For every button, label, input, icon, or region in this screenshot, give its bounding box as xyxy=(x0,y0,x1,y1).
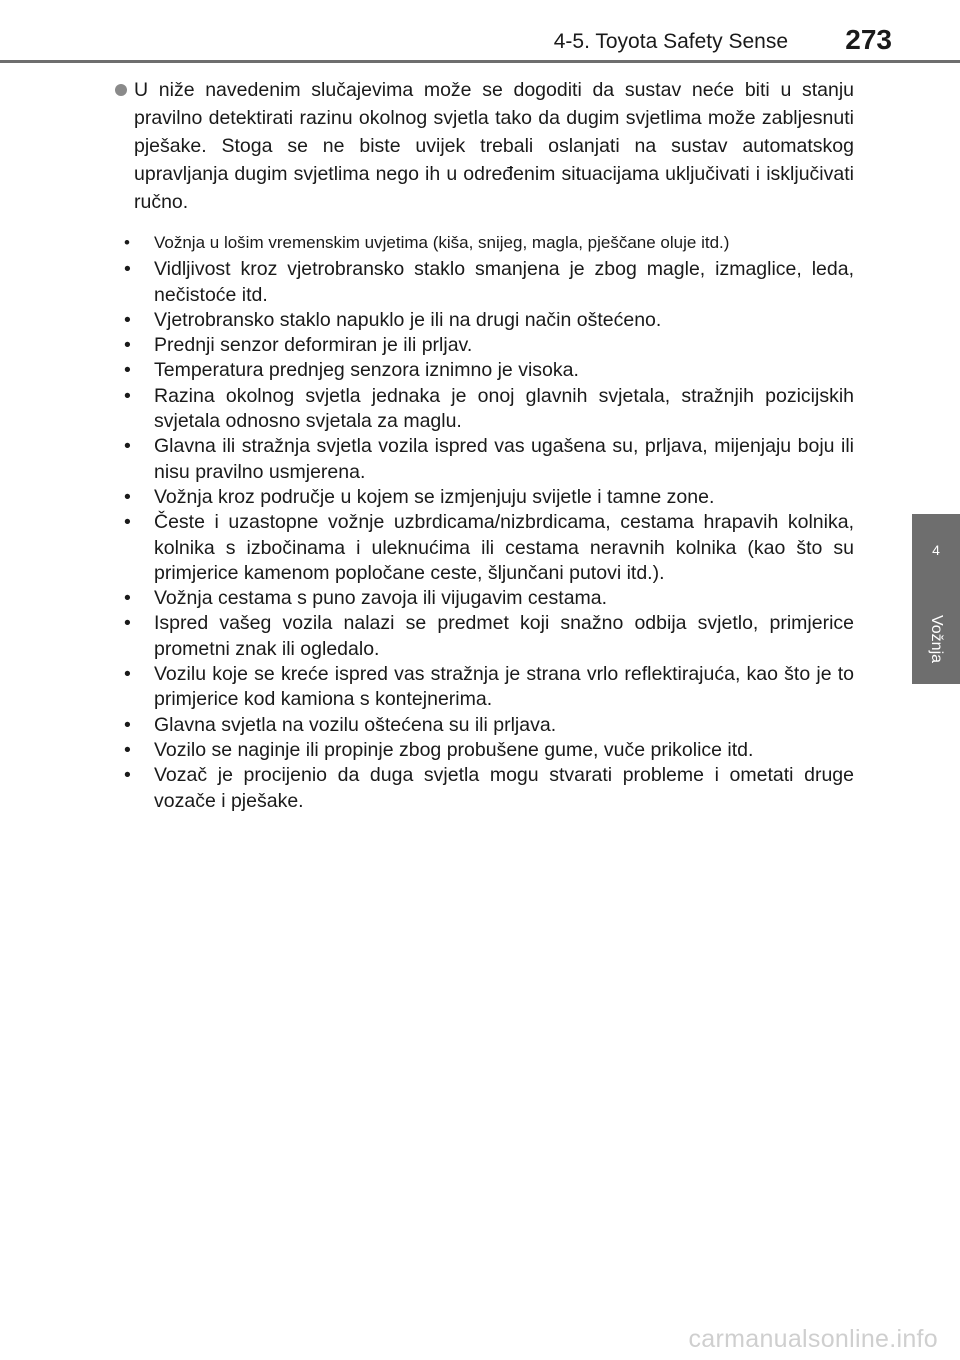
condition-text: Ispred vašeg vozila nalazi se predmet koji snažno odbija svjetlo, primjerice prometni znak ili ogledalo. xyxy=(154,612,854,660)
bullet-icon: • xyxy=(124,334,131,357)
condition-item xyxy=(120,586,854,611)
condition-text: Vozilo se naginje ili propinje zbog probušene gume, vuče prikolice itd. xyxy=(154,738,754,761)
page-number: 273 xyxy=(845,24,892,55)
bullet-icon: • xyxy=(124,308,131,331)
conditions-list xyxy=(112,230,854,814)
page-header xyxy=(0,0,960,62)
condition-text: Vožnja cestama s puno zavoja ili vijugavim cestama. xyxy=(154,587,608,610)
condition-text: Vožnja kroz područje u kojem se izmjenjuju svijetle i tamne zone. xyxy=(154,485,715,508)
section-title: 4-5. Toyota Safety Sense xyxy=(553,30,788,53)
bullet-icon: • xyxy=(124,359,131,382)
bullet-icon: • xyxy=(124,435,131,458)
condition-text: Česte i uzastopne vožnje uzbrdicama/nizbrdicama, cestama hrapavih kolnika, kolnika s izbočinama i uleknućima ili cestama neravnih kolnika (kao što su primjerice kamenom popločane ceste, šljunčani putovi itd.). xyxy=(154,511,854,584)
condition-item xyxy=(120,434,854,485)
header-divider xyxy=(0,60,960,63)
bullet-icon: • xyxy=(124,587,131,610)
bullet-icon: • xyxy=(124,713,131,736)
bullet-icon: • xyxy=(124,511,131,534)
condition-text: Vidljivost kroz vjetrobransko staklo smanjena je zbog magle, izmaglice, leda, nečistoće itd. xyxy=(154,258,854,306)
bullet-icon: • xyxy=(124,612,131,635)
intro-paragraph xyxy=(112,76,854,216)
condition-item xyxy=(120,713,854,738)
condition-text: Razina okolnog svjetla jednaka je onoj glavnih svjetala, stražnjih pozicijskih svjetala odnosno svjetala za maglu. xyxy=(154,384,854,433)
condition-item xyxy=(120,308,854,333)
circle-bullet-icon xyxy=(115,84,127,96)
bullet-icon: • xyxy=(124,764,131,787)
condition-item xyxy=(120,333,854,358)
condition-text: Vozač je procijenio da duga svjetla mogu stvarati probleme i ometati druge vozače i pješake. xyxy=(154,764,854,812)
bullet-icon: • xyxy=(124,233,130,252)
bullet-icon: • xyxy=(124,738,131,761)
condition-item xyxy=(120,384,854,435)
condition-text: Vozilu koje se kreće ispred vas stražnja je strana vrlo reflektirajuća, kao što je to primjerice kod kamiona s kontejnerima. xyxy=(154,663,854,711)
page-content xyxy=(112,76,854,814)
condition-item xyxy=(120,763,854,814)
condition-text: Temperatura prednjeg senzora iznimno je visoka. xyxy=(154,359,579,382)
condition-item xyxy=(120,611,854,662)
bullet-icon: • xyxy=(124,258,131,281)
condition-text: Prednji senzor deformiran je ili prljav. xyxy=(154,334,473,357)
condition-item xyxy=(120,738,854,763)
chapter-side-tab[interactable] xyxy=(912,514,960,684)
chapter-number: 4 xyxy=(932,542,940,558)
bullet-icon: • xyxy=(124,384,131,407)
chapter-label: Vožnja xyxy=(928,614,945,664)
condition-item xyxy=(120,485,854,510)
watermark: carmanualsonline.info xyxy=(688,1325,938,1353)
condition-item xyxy=(120,230,854,255)
condition-text: Vožnja u lošim vremenskim uvjetima (kiša, snijeg, magla, pješčane oluje itd.) xyxy=(154,233,730,252)
intro-text: U niže navedenim slučajevima može se dogoditi da sustav neće biti u stanju pravilno detektirati razinu okolnog svjetla tako da dugim svjetlima može zabljesnuti pješake. Stoga se ne biste uvijek trebali oslanjati na sustav automatskog upravljanja dugim svjetlima nego ih u određenim situacijama uključivati i isključivati ručno. xyxy=(134,79,854,213)
bullet-icon: • xyxy=(124,663,131,686)
condition-text: Glavna svjetla na vozilu oštećena su ili prljava. xyxy=(154,713,557,736)
condition-item xyxy=(120,510,854,586)
condition-item xyxy=(120,257,854,308)
condition-text: Vjetrobransko staklo napuklo je ili na drugi način oštećeno. xyxy=(154,308,662,331)
condition-text: Glavna ili stražnja svjetla vozila ispred vas ugašena su, prljava, mijenjaju boju ili nisu pravilno usmjerena. xyxy=(154,435,854,483)
condition-item xyxy=(120,662,854,713)
bullet-icon: • xyxy=(124,485,131,508)
condition-item xyxy=(120,358,854,383)
